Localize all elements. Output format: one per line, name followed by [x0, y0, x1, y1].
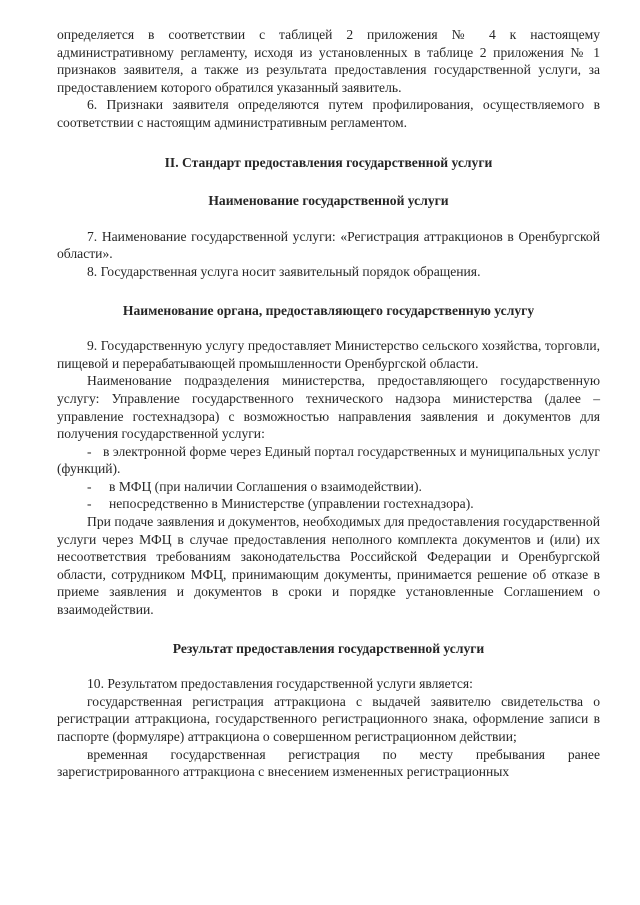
- paragraph-7: 7. Наименование государственной услуги: «Регистрация аттракционов в Оренбургской области».: [57, 228, 600, 262]
- list-item: [57, 478, 600, 496]
- subsection-heading-authority: Наименование органа, предоставляющего государственную услугу: [122, 302, 535, 318]
- list-item: [57, 495, 600, 513]
- paragraph-10: 10. Результатом предоставления государственной услуги является:: [87, 676, 473, 692]
- list-item-text: в МФЦ (при наличии Соглашения о взаимодействии).: [109, 478, 422, 494]
- paragraph-9-department: Наименование подразделения министерства, предоставляющего государственную услугу: Управление государственного технического надзора министерства (далее – управление гостехнадзора) с возможностью направления заявления и документов для получения государственной услуги:: [57, 373, 600, 442]
- list-item-text: в электронной форме через Единый портал государственных и муниципальных услуг (функций).: [57, 443, 600, 477]
- subsection-heading-service-name: Наименование государственной услуги: [208, 193, 449, 209]
- paragraph-6: 6. Признаки заявителя определяются путем профилирования, осуществляемого в соответствии с настоящим административным регламентом.: [57, 97, 600, 130]
- list-dash: -: [87, 478, 92, 494]
- list-item-text: непосредственно в Министерстве (управлении гостехнадзора).: [109, 496, 474, 512]
- paragraph-continuation: определяется в соответствии с таблицей 2 приложения № 4 к настоящему административному регламенту, исходя из установленных в таблице 2 приложения № 1 признаков заявителя, а также из результата предоставления государственной услуги, за предоставлением которого обратился указанный заявитель.: [57, 27, 600, 95]
- subsection-heading-result: Результат предоставления государственной услуги: [172, 640, 485, 656]
- list-dash: -: [87, 496, 92, 512]
- paragraph-10-registration: государственная регистрация аттракциона с выдачей заявителю свидетельства о регистрации аттракциона, государственного регистрационного знака, оформление записи в паспорте (формуляре) аттракциона о совершенном регистрационном действии;: [57, 693, 600, 744]
- list-item: [57, 443, 600, 478]
- section-heading: II. Стандарт предоставления государственной услуги: [164, 154, 493, 170]
- list-dash: -: [87, 443, 92, 459]
- paragraph-10-temporary: временная государственная регистрация по месту пребывания ранее зарегистрированного аттракциона с внесением измененных регистрационных: [57, 746, 600, 780]
- paragraph-9: 9. Государственную услугу предоставляет Министерство сельского хозяйства, торговли, пищевой и перерабатывающей промышленности Оренбургской области.: [57, 338, 600, 371]
- paragraph-mfc: При подаче заявления и документов, необходимых для предоставления государственной услуги через МФЦ в случае предоставления неполного комплекта документов и (или) их несоответствия требованиям законодательства Российской Федерации и Оренбургской области, сотрудником МФЦ, принимающим документы, принимается решение об отказе в приеме заявления и документов в сроки и порядке установленные Соглашением о взаимодействии.: [57, 514, 600, 618]
- paragraph-8: 8. Государственная услуга носит заявительный порядок обращения.: [87, 263, 481, 279]
